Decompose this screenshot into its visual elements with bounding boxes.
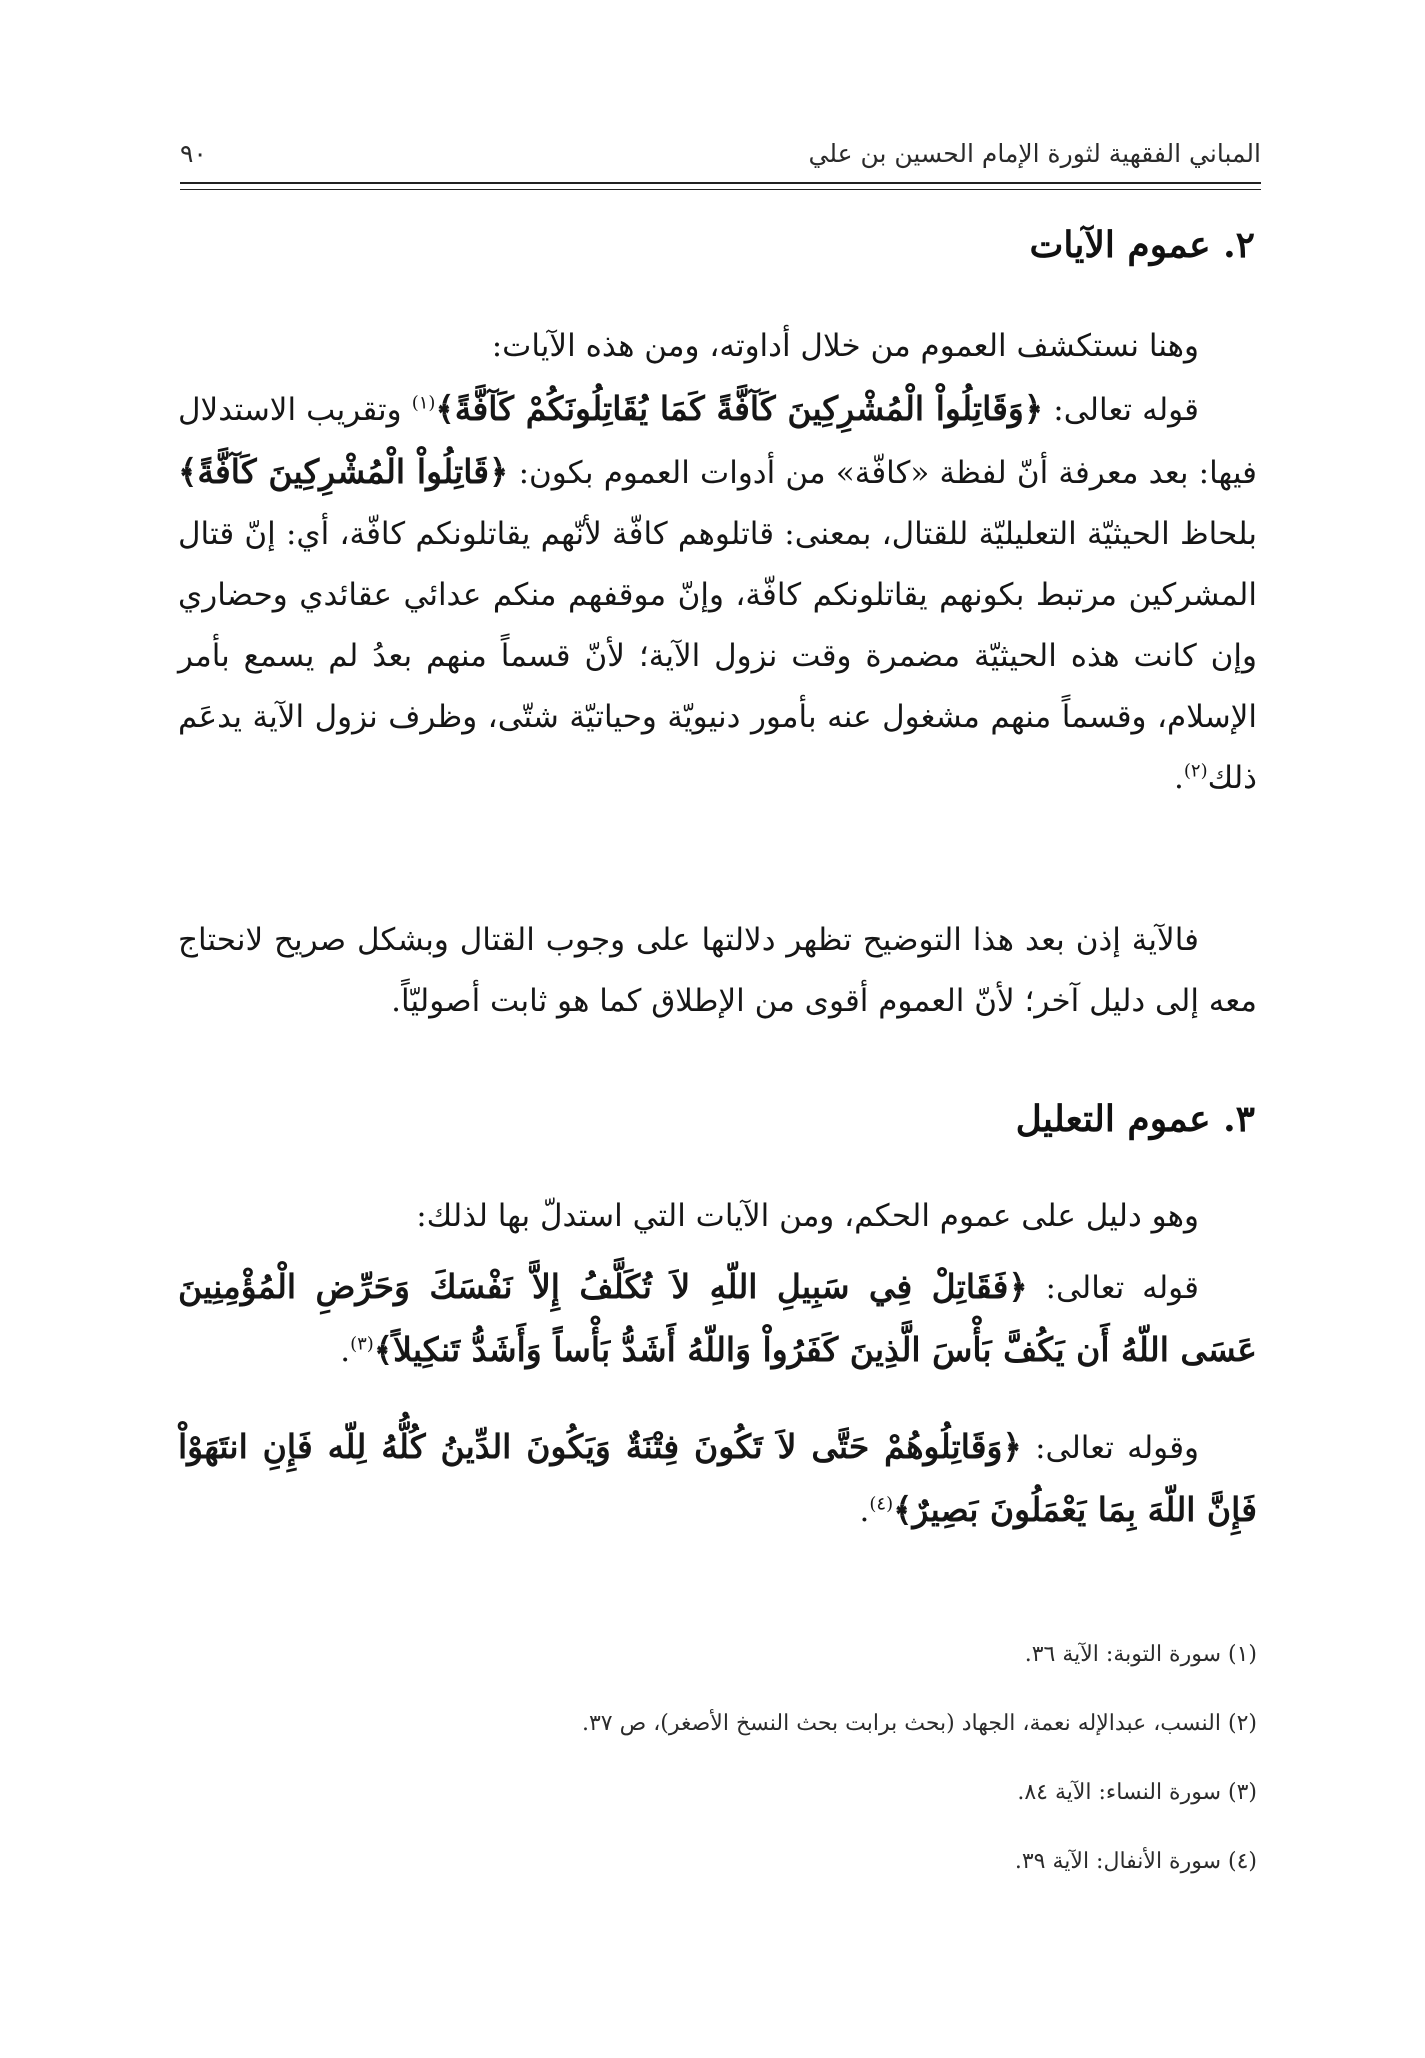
paragraph-end: .	[340, 1333, 351, 1369]
footnote: (٢) النسب، عبدالإله نعمة، الجهاد (بحث برابت بحث النسخ الأصغر)، ص ٣٧.	[581, 1711, 1257, 1736]
footnote-ref: (٤)	[869, 1493, 894, 1515]
running-header	[180, 124, 1261, 168]
paragraph-section2-intro	[178, 316, 1257, 377]
paragraph-section2-argument	[178, 378, 1257, 809]
footnote-ref: (٢)	[1183, 760, 1208, 782]
paragraph-lead: قوله تعالى:	[1043, 392, 1199, 428]
footnote: (١) سورة التوبة: الآية ٣٦.	[1024, 1642, 1257, 1667]
paragraph-text: وهنا نستكشف العموم من خلال أداوته، ومن هذه الآيات:	[491, 328, 1199, 364]
footnote: (٤) سورة الأنفال: الآية ٣٩.	[1014, 1849, 1257, 1874]
paragraph-section3-verse1	[178, 1256, 1257, 1382]
footnote-ref: (٣)	[350, 1333, 374, 1355]
header-rule-thin	[180, 189, 1261, 190]
page-number: ٩٠	[180, 139, 207, 168]
footnotes	[357, 1640, 1257, 1916]
quran-verse: ﴿فَقَاتِلْ فِي سَبِيلِ اللّهِ لاَ تُكَلَّفُ إِلاَّ نَفْسَكَ وَحَرِّضِ الْمُؤْمِنِينَ عَسَى اللّهُ أَن يَكُفَّ بَأْسَ الَّذِينَ كَفَرُواْ وَاللّهُ أَشَدُّ بَأْساً وَأَشَدُّ تَنكِيلاً﴾	[178, 1267, 1257, 1369]
paragraph-text: وتقريب الاستدلال فيها: بعد معرفة أنّ لفظة «كافّة» من أدوات العموم بكون:	[178, 392, 1258, 491]
header-rule	[180, 182, 1261, 184]
quran-verse: ﴿وَقَاتِلُوهُمْ حَتَّى لاَ تَكُونَ فِتْنَةٌ وَيَكُونَ الدِّينُ كُلُّهُ لِلّه فَإِنِ انتَهَوْاْ فَإِنَّ اللّهَ بِمَا يَعْمَلُونَ بَصِيرٌ﴾	[178, 1427, 1257, 1529]
paragraph-lead: قوله تعالى:	[1027, 1270, 1199, 1306]
paragraph-lead: وقوله تعالى:	[1021, 1430, 1199, 1466]
paragraph-end: .	[859, 1493, 870, 1529]
section-heading-verses: ٢. عموم الآيات	[1029, 224, 1255, 266]
quran-verse: ﴿وَقَاتِلُواْ الْمُشْرِكِينَ كَآفَّةً كَمَا يُقَاتِلُونَكُمْ كَآفَّةً﴾	[435, 389, 1044, 428]
paragraph-section3-intro	[178, 1186, 1257, 1247]
footnote-ref: (١)	[411, 392, 436, 414]
footnote: (٣) سورة النساء: الآية ٨٤.	[1017, 1780, 1257, 1805]
paragraph-text: بلحاظ الحيثيّة التعليليّة للقتال، بمعنى: قاتلوهم كافّة لأنّهم يقاتلونكم كافّة، أي: إنّ قتال المشركين مرتبط بكونهم يقاتلونكم كافّة، وإنّ موقفهم منكم عدائي عقائدي وحضاري وإن كانت هذه الحيثيّة مضمرة وقت نزول الآية؛ لأنّ قسماً منهم بعدُ لم يسمع بأمر الإسلام، وقسماً منهم مشغول عنه بأمور دنيويّة وحياتيّة شتّى، وظرف نزول الآية يدعَم ذلك	[178, 516, 1257, 796]
paragraph-text: فالآية إذن بعد هذا التوضيح تظهر دلالتها على وجوب القتال وبشكل صريح لانحتاج معه إلى دليل آخر؛ لأنّ العموم أقوى من الإطلاق كما هو ثابت أصوليّاً.	[178, 922, 1257, 1019]
paragraph-section3-verse2	[178, 1416, 1257, 1542]
paragraph-text: وهو دليل على عموم الحكم، ومن الآيات التي استدلّ بها لذلك:	[416, 1198, 1199, 1234]
running-title: المباني الفقهية لثورة الإمام الحسين بن علي	[808, 139, 1261, 168]
quran-verse: ﴿قَاتِلُواْ الْمُشْرِكِينَ كَآفَّةً﴾	[178, 452, 509, 491]
paragraph-end: .	[1174, 760, 1184, 796]
section-heading-causation: ٣. عموم التعليل	[1015, 1098, 1255, 1140]
paragraph-section2-conclusion	[178, 910, 1257, 1032]
